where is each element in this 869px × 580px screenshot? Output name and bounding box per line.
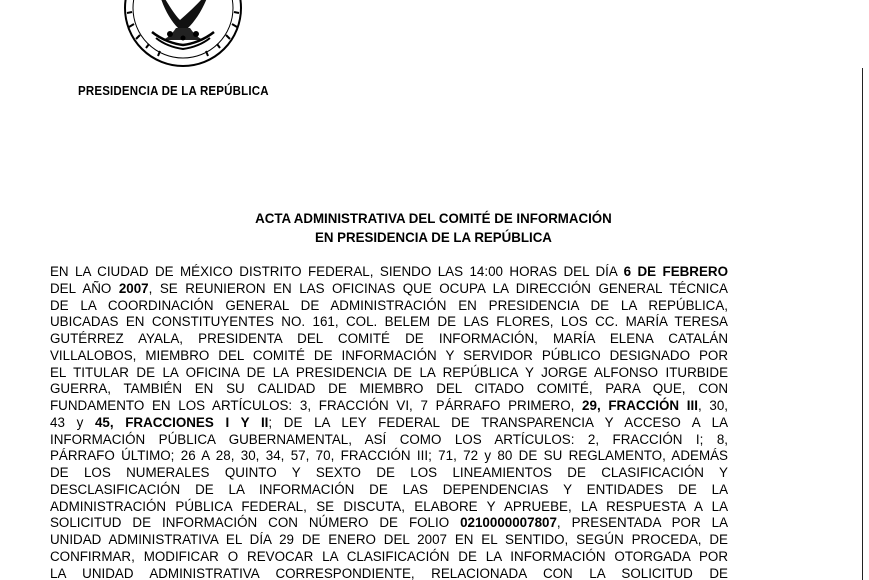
body-text-run: VILLALOBOS, MIEMBRO DEL COMITÉ DE INFORMACIÓN Y SERVIDOR PÚBLICO DESIGNADO POR xyxy=(50,347,728,363)
body-text-run: UNIDAD ADMINISTRATIVA EL DÍA 29 DE ENERO DEL 2007 EN EL SENTIDO, SEGÚN PROCEDA, DE xyxy=(50,532,728,547)
body-text-run: LA UNIDAD ADMINISTRATIVA CORRESPONDIENTE, RELACIONADA CON LA SOLICITUD DE xyxy=(50,565,728,580)
body-line xyxy=(50,381,728,398)
body-line xyxy=(50,515,728,532)
institution-name: PRESIDENCIA DE LA REPÚBLICA xyxy=(78,84,269,98)
body-text-run: GUERRA, TAMBIÉN EN SU CALIDAD DE MIEMBRO DEL CITADO COMITÉ, PARA QUE, CON xyxy=(50,381,728,397)
body-text-run: DE LA COORDINACIÓN GENERAL DE ADMINISTRACIÓN EN PRESIDENCIA DE LA REPÚBLICA, xyxy=(50,297,728,313)
body-text-run: ; DE LA LEY FEDERAL DE TRANSPARENCIA Y ACCESO A LA xyxy=(268,414,729,430)
body-line xyxy=(50,365,728,382)
body-line xyxy=(50,482,728,499)
body-text-run: , 30, xyxy=(697,398,728,413)
body-bold-run: 29, FRACCIÓN III xyxy=(582,398,698,413)
body-text-run: GUTÉRREZ AYALA, PRESIDENTA DEL COMITÉ DE INFORMACIÓN, MARÍA ELENA CATALÁN xyxy=(50,331,728,346)
body-text-run: DE LOS NUMERALES QUINTO Y SEXTO DE LOS LINEAMIENTOS DE CLASIFICACIÓN Y xyxy=(50,465,728,480)
body-line xyxy=(50,566,728,580)
body-line xyxy=(50,348,728,365)
body-line xyxy=(50,264,728,281)
body-text-run: 43 y xyxy=(50,414,95,430)
body-text-run: , PRESENTADA POR LA xyxy=(556,515,728,531)
body-line xyxy=(50,465,728,482)
body-bold-run: 6 DE FEBRERO xyxy=(623,264,728,279)
body-line xyxy=(50,532,728,549)
body-bold-run: 45, FRACCIONES I Y II xyxy=(94,414,269,430)
national-seal-icon xyxy=(118,0,248,72)
body-text-run: SOLICITUD DE INFORMACIÓN CON NÚMERO DE FOLIO xyxy=(50,515,461,531)
body-line xyxy=(50,415,728,432)
document-title-line-1: ACTA ADMINISTRATIVA DEL COMITÉ DE INFORMACIÓN xyxy=(255,210,612,226)
body-line xyxy=(50,398,728,415)
body-text-run: , SE REUNIERON EN LAS OFICINAS QUE OCUPA LA DIRECCIÓN GENERAL TÉCNICA xyxy=(148,280,728,296)
body-bold-run: 0210000007807 xyxy=(460,515,557,531)
body-line xyxy=(50,549,728,566)
body-text-run: EL TITULAR DE LA OFICINA DE LA PRESIDENCIA DE LA REPÚBLICA Y JORGE ALFONSO ITURBIDE xyxy=(50,364,728,380)
body-text-run: DESCLASIFICACIÓN DE LA INFORMACIÓN DE LAS DEPENDENCIAS Y ENTIDADES DE LA xyxy=(50,481,728,497)
body-text-run: INFORMACIÓN PÚBLICA GUBERNAMENTAL, ASÍ COMO LOS ARTÍCULOS: 2, FRACCIÓN I; 8, xyxy=(50,431,728,447)
body-line xyxy=(50,432,728,449)
body-line xyxy=(50,281,728,298)
body-line xyxy=(50,448,728,465)
body-text-run: CONFIRMAR, MODIFICAR O REVOCAR LA CLASIFICACIÓN DE LA INFORMACIÓN OTORGADA POR xyxy=(50,548,728,564)
body-text-run: DEL AÑO xyxy=(50,280,119,296)
body-text-run: UBICADAS EN CONSTITUYENTES NO. 161, COL. BELEM DE LAS FLORES, LOS CC. MARÍA TERESA xyxy=(50,314,728,330)
document-title-line-2: EN PRESIDENCIA DE LA REPÚBLICA xyxy=(314,229,552,245)
document-body xyxy=(50,264,728,580)
body-bold-run: 2007 xyxy=(118,280,149,296)
body-line xyxy=(50,298,728,315)
body-line xyxy=(50,331,728,348)
body-line xyxy=(50,499,728,516)
body-text-run: EN LA CIUDAD DE MÉXICO DISTRITO FEDERAL, SIENDO LAS 14:00 HORAS DEL DÍA xyxy=(50,264,624,279)
body-line xyxy=(50,314,728,331)
body-text-run: PÁRRAFO ÚLTIMO; 26 A 28, 30, 34, 57, 70, FRACCIÓN III; 71, 72 y 80 DE SU REGLAMENTO, ADEMÁS xyxy=(50,448,728,464)
body-text-run: ADMINISTRACIÓN PÚBLICA FEDERAL, SE DISCUTA, ELABORE Y APRUEBE, LA RESPUESTA A LA xyxy=(50,498,728,514)
page-edge-line xyxy=(862,68,863,580)
body-text-run: FUNDAMENTO EN LOS ARTÍCULOS: 3, FRACCIÓN VI, 7 PÁRRAFO PRIMERO, xyxy=(50,398,583,413)
